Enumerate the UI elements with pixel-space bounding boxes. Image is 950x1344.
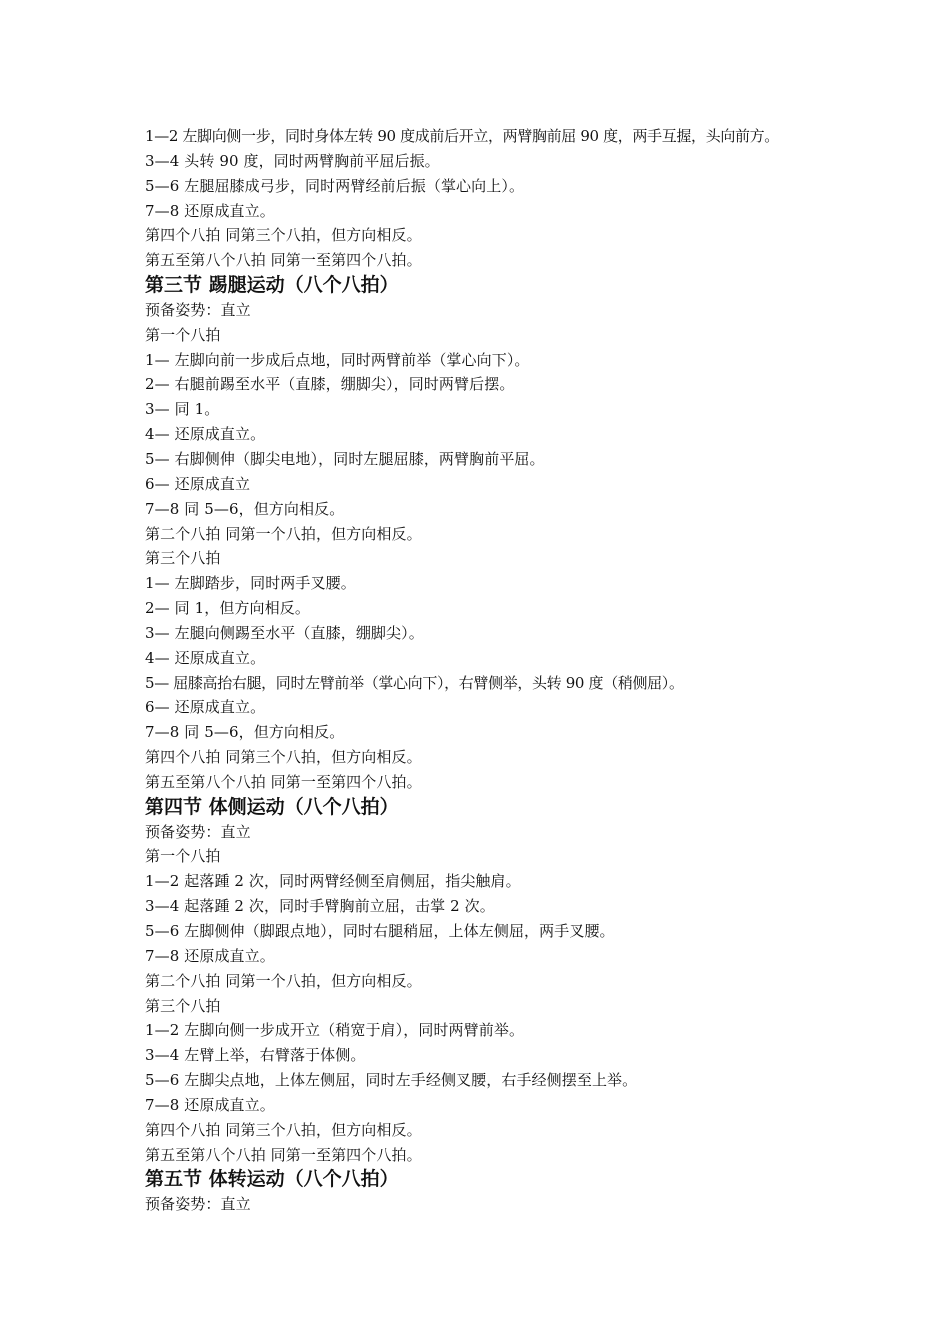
text-line: 第四个八拍 同第三个八拍，但方向相反。: [145, 1120, 422, 1139]
text-line: 1— 左脚向前一步成后点地，同时两臂前举（掌心向下）。: [145, 350, 530, 369]
text-line: 第二个八拍 同第一个八拍，但方向相反。: [145, 971, 422, 990]
text-line: 第四个八拍 同第三个八拍，但方向相反。: [145, 748, 422, 767]
text-line: 6— 还原成直立。: [145, 698, 266, 717]
text-line: 2— 右腿前踢至水平（直膝，绷脚尖），同时两臂后摆。: [145, 375, 515, 394]
text-line: 第三个八拍: [145, 996, 221, 1015]
text-line: 3— 左腿向侧踢至水平（直膝，绷脚尖）。: [145, 623, 424, 642]
text-line: 第五至第八个八拍 同第一至第四个八拍。: [145, 251, 422, 270]
text-line: 第三个八拍: [145, 549, 221, 568]
text-line: 第四个八拍 同第三个八拍，但方向相反。: [145, 226, 422, 245]
text-line: 4— 还原成直立。: [145, 425, 266, 444]
text-line: 4— 还原成直立。: [145, 648, 266, 667]
text-line: 3—4 起落踵 2 次，同时手臂胸前立屈，击掌 2 次。: [145, 897, 495, 916]
text-line: 5—6 左脚尖点地，上体左侧屈，同时左手经侧叉腰，右手经侧摆至上举。: [145, 1071, 638, 1090]
text-line: 5—6 左腿屈膝成弓步，同时两臂经前后振（掌心向上）。: [145, 176, 525, 195]
text-line: 3—4 头转 90 度，同时两臂胸前平屈后振。: [145, 151, 440, 170]
text-line: 7—8 还原成直立。: [145, 946, 275, 965]
text-line: 7—8 同 5—6，但方向相反。: [145, 499, 345, 518]
section-heading: 第三节 踢腿运动（八个八拍）: [145, 274, 399, 297]
text-line: 预备姿势：直立: [145, 1195, 251, 1214]
text-line: 第五至第八个八拍 同第一至第四个八拍。: [145, 1145, 422, 1164]
text-line: 5— 屈膝高抬右腿，同时左臂前举（掌心向下），右臂侧举，头转 90 度（稍侧屈）。: [145, 673, 684, 692]
text-line: 第五至第八个八拍 同第一至第四个八拍。: [145, 772, 422, 791]
text-line: 1—2 左脚向侧一步成开立（稍宽于肩），同时两臂前举。: [145, 1021, 525, 1040]
text-line: 预备姿势：直立: [145, 822, 251, 841]
text-line: 第一个八拍: [145, 847, 221, 866]
text-line: 5— 右脚侧伸（脚尖电地），同时左腿屈膝，两臂胸前平屈。: [145, 449, 545, 468]
text-line: 5—6 左脚侧伸（脚跟点地），同时右腿稍屈，上体左侧屈，两手叉腰。: [145, 922, 615, 940]
text-line: 7—8 还原成直立。: [145, 201, 275, 220]
section-heading: 第四节 体侧运动（八个八拍）: [145, 795, 399, 818]
text-line: 1—2 起落踵 2 次，同时两臂经侧至肩侧屈，指尖触肩。: [145, 872, 521, 891]
text-line: 第一个八拍: [145, 325, 221, 344]
text-line: 预备姿势：直立: [145, 300, 251, 319]
text-line: 7—8 还原成直立。: [145, 1095, 275, 1114]
text-line: 2— 同 1，但方向相反。: [145, 599, 310, 618]
section-heading: 第五节 体转运动（八个八拍）: [145, 1168, 399, 1191]
text-line: 第二个八拍 同第一个八拍，但方向相反。: [145, 524, 422, 543]
text-line: 7—8 同 5—6，但方向相反。: [145, 723, 345, 742]
text-line: 3— 同 1。: [145, 400, 220, 419]
text-line: 6— 还原成直立: [145, 474, 251, 493]
text-line: 1— 左脚踏步，同时两手叉腰。: [145, 574, 356, 593]
document-page: [145, 124, 835, 1217]
text-line: 3—4 左臂上举，右臂落于体侧。: [145, 1046, 366, 1065]
text-line: 1—2 左脚向侧一步，同时身体左转 90 度成前后开立，两臂胸前屈 90 度，两手互握，头向前方。: [145, 127, 779, 145]
